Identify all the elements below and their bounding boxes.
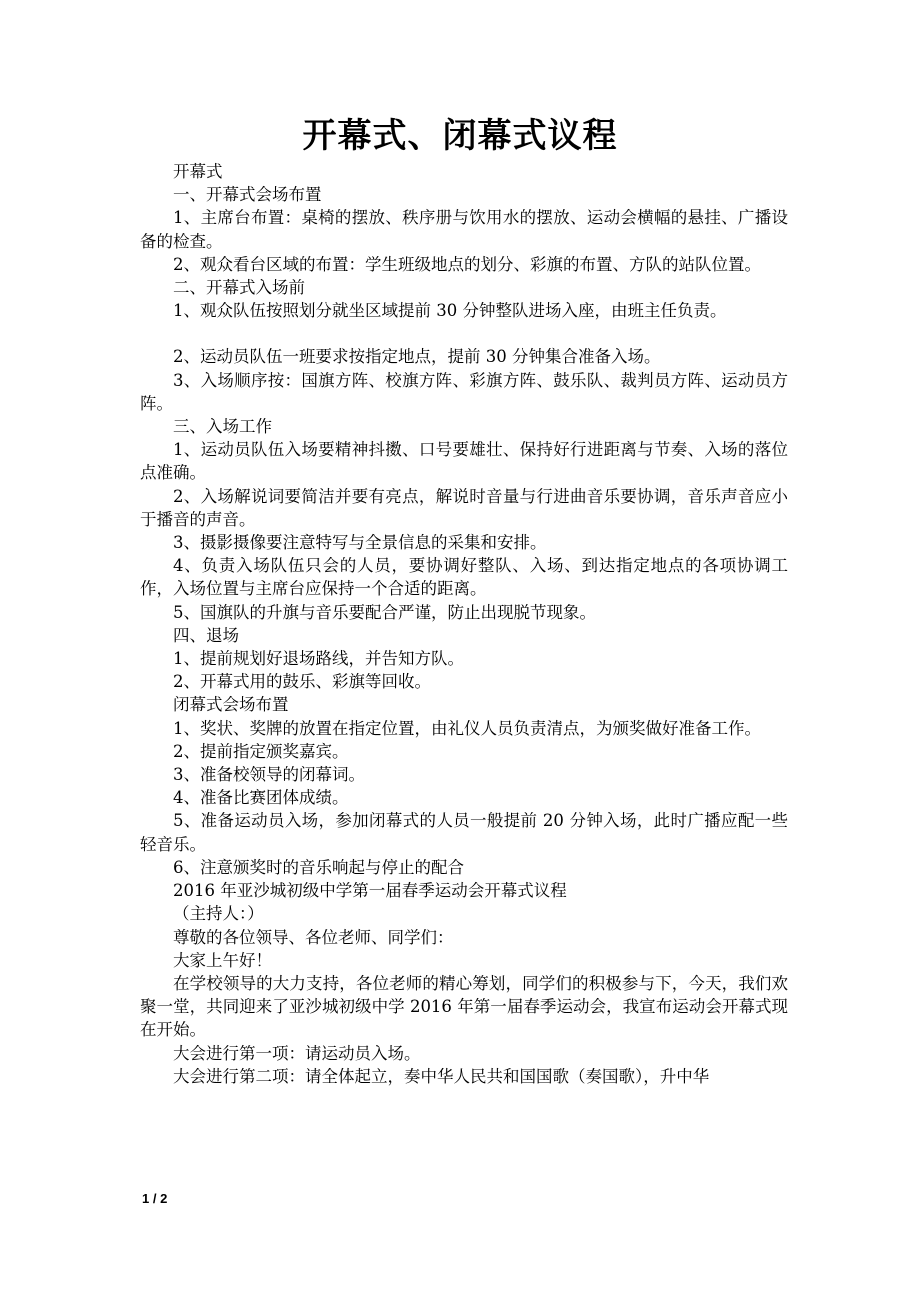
paragraph: 2、提前指定颁奖嘉宾。 — [173, 741, 349, 761]
paragraph: 大会进行第二项：请全体起立，奏中华人民共和国国歌（奏国歌），升中华 — [173, 1066, 710, 1086]
paragraph: 大家上午好！ — [173, 950, 272, 970]
paragraph: 1、提前规划好退场路线，并告知方队。 — [173, 649, 464, 669]
paragraph: 6、注意颁奖时的音乐响起与停止的配合 — [173, 857, 464, 877]
paragraph: 3、准备校领导的闭幕词。 — [173, 765, 365, 785]
document-body — [140, 160, 788, 1088]
paragraph: 4、负责入场队伍只会的人员，要协调好整队、入场、到达指定地点的各项协调工作，入场位置与主席台应保持一个合适的距离。 — [140, 556, 788, 599]
paragraph: 2016 年亚沙城初级中学第一届春季运动会开幕式议程 — [173, 881, 567, 901]
paragraph: 3、摄影摄像要注意特写与全景信息的采集和安排。 — [173, 533, 547, 553]
paragraph: 3、入场顺序按：国旗方阵、校旗方阵、彩旗方阵、鼓乐队、裁判员方阵、运动员方阵。 — [140, 370, 788, 413]
paragraph: 四、退场 — [173, 625, 239, 645]
paragraph: 开幕式 — [173, 162, 223, 181]
paragraph: 在学校领导的大力支持，各位老师的精心筹划，同学们的积极参与下，今天，我们欢聚一堂，共同迎来了亚沙城初级中学 2016 年第一届春季运动会，我宣布运动会开幕式现在开始。 — [140, 973, 788, 1040]
paragraph: 2、开幕式用的鼓乐、彩旗等回收。 — [173, 672, 431, 692]
paragraph: 1、运动员队伍入场要精神抖擞、口号要雄壮、保持好行进距离与节奏、入场的落位点准确。 — [140, 440, 788, 483]
paragraph: 2、入场解说词要简洁并要有亮点，解说时音量与行进曲音乐要协调，音乐声音应小于播音的声音。 — [140, 486, 788, 529]
paragraph: 大会进行第一项：请运动员入场。 — [173, 1043, 421, 1063]
paragraph: 2、运动员队伍一班要求按指定地点，提前 30 分钟集合准备入场。 — [173, 347, 661, 367]
paragraph: 尊敬的各位领导、各位老师、同学们： — [173, 927, 454, 947]
page-number: 1 / 2 — [142, 1191, 168, 1206]
paragraph: 5、准备运动员入场，参加闭幕式的人员一般提前 20 分钟入场，此时广播应配一些轻音乐。 — [140, 811, 788, 854]
paragraph: （主持人：） — [173, 904, 264, 924]
paragraph: 闭幕式会场布置 — [173, 695, 289, 715]
paragraph: 三、入场工作 — [173, 417, 272, 437]
paragraph: 一、开幕式会场布置 — [173, 185, 322, 205]
paragraph: 二、开幕式入场前 — [173, 278, 305, 298]
paragraph: 1、奖状、奖牌的放置在指定位置，由礼仪人员负责清点，为颁奖做好准备工作。 — [173, 718, 761, 738]
page-title: 开幕式、闭幕式议程 — [302, 116, 618, 156]
paragraph: 1、主席台布置：桌椅的摆放、秩序册与饮用水的摆放、运动会横幅的悬挂、广播设备的检查。 — [140, 208, 788, 251]
paragraph: 4、准备比赛团体成绩。 — [173, 788, 349, 808]
paragraph: 5、国旗队的升旗与音乐要配合严谨，防止出现脱节现象。 — [173, 602, 596, 622]
paragraph: 1、观众队伍按照划分就坐区域提前 30 分钟整队进场入座，由班主任负责。 — [173, 301, 727, 321]
paragraph: 2、观众看台区域的布置：学生班级地点的划分、彩旗的布置、方队的站队位置。 — [173, 254, 761, 274]
